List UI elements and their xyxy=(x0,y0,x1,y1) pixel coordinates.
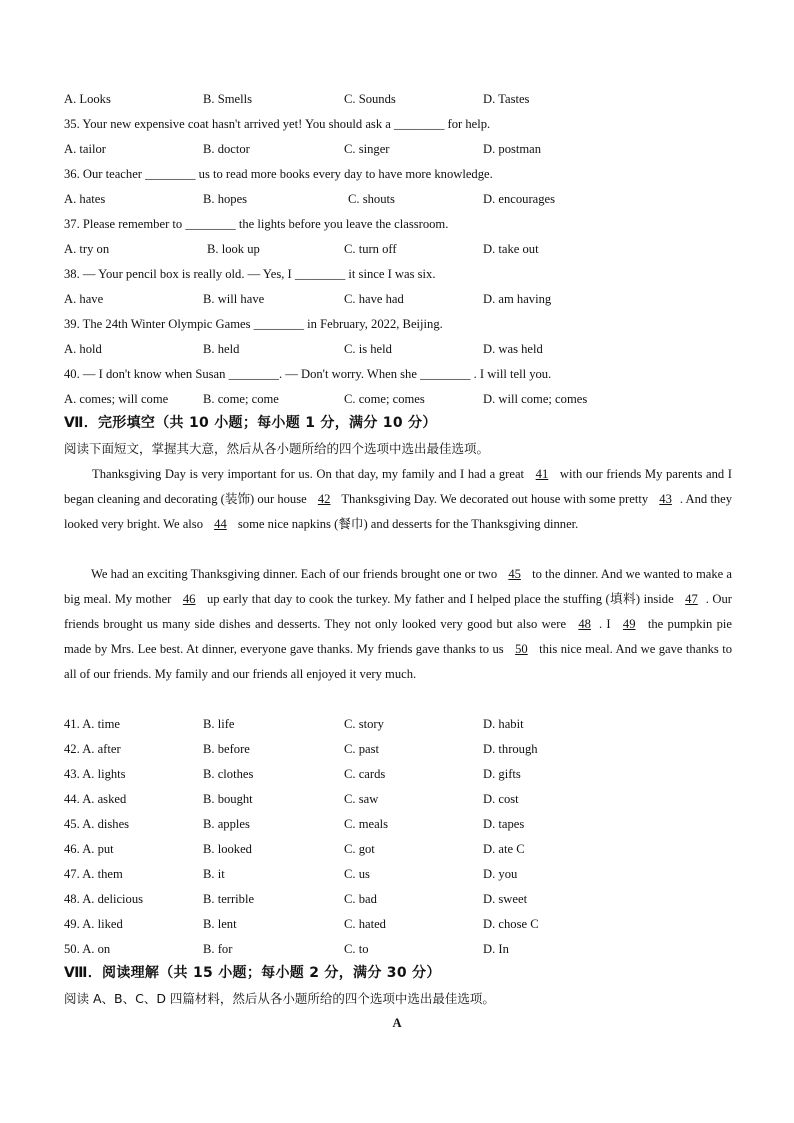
paragraph-text: . I xyxy=(598,616,615,631)
option-c: C. us xyxy=(344,867,370,881)
option-b: B. terrible xyxy=(203,892,255,906)
option-a: 41. A. time xyxy=(64,717,120,731)
option-a: A. comes; will come xyxy=(64,392,169,406)
option-c: C. hated xyxy=(344,917,386,931)
option-d: D. postman xyxy=(483,142,542,156)
option-a: 48. A. delicious xyxy=(64,892,144,906)
option-b: B. looked xyxy=(203,842,252,856)
option-a: 45. A. dishes xyxy=(64,817,130,831)
option-a: 44. A. asked xyxy=(64,792,127,806)
option-c: C. got xyxy=(344,842,375,856)
option-c: C. saw xyxy=(344,792,379,806)
cloze-options-49 xyxy=(64,916,764,932)
option-a: A. hates xyxy=(64,192,106,206)
paragraph-text: to the dinner. And we wanted to make a big meal. My mother xyxy=(64,567,732,606)
paragraph-text: . Our friends brought us many side dishes and desserts. They not only looked very good but also were xyxy=(64,591,732,631)
cloze-blank: 46 xyxy=(182,591,196,606)
cloze-options-47 xyxy=(64,866,764,882)
cloze-options-46 xyxy=(64,841,764,857)
option-b: B. Smells xyxy=(203,92,252,106)
section-title: Ⅷ．阅读理解（共 15 小题；每小题 2 分，满分 30 分） xyxy=(64,965,441,981)
option-c: C. shouts xyxy=(348,192,395,206)
cloze-paragraph-2 xyxy=(64,562,732,687)
option-d: D. cost xyxy=(483,792,519,806)
paragraph-text: some nice napkins (餐巾) and desserts for the Thanksgiving dinner. xyxy=(234,516,579,531)
option-d: D. gifts xyxy=(483,767,521,781)
option-a: A. have xyxy=(64,292,104,306)
option-b: B. look up xyxy=(207,242,260,256)
option-b: B. hopes xyxy=(203,192,248,206)
option-a: 50. A. on xyxy=(64,942,111,956)
option-b: B. for xyxy=(203,942,233,956)
option-c: C. bad xyxy=(344,892,377,906)
question-options xyxy=(64,291,764,307)
question-stem: 39. The 24th Winter Olympic Games ________ in February, 2022, Beijing. xyxy=(64,317,443,331)
option-b: B. will have xyxy=(203,292,265,306)
option-c: C. singer xyxy=(344,142,390,156)
passage-label: A xyxy=(392,1016,402,1030)
question-options xyxy=(64,191,764,207)
option-c: C. story xyxy=(344,717,384,731)
cloze-options-44 xyxy=(64,791,764,807)
option-d: D. chose C xyxy=(483,917,539,931)
option-c: C. Sounds xyxy=(344,92,396,106)
option-c: C. cards xyxy=(344,767,386,781)
option-d: D. encourages xyxy=(483,192,556,206)
question-stem: 40. — I don't know when Susan ________. — Don't worry. When she ________ . I will tell you. xyxy=(64,367,552,381)
option-d: D. was held xyxy=(483,342,543,356)
option-d: D. In xyxy=(483,942,509,956)
paragraph-text: Thanksgiving Day. We decorated out house with some pretty xyxy=(338,491,652,506)
cloze-blank: 48 xyxy=(578,616,591,631)
option-a: A. Looks xyxy=(64,92,111,106)
option-d: D. through xyxy=(483,742,538,756)
section-instruction: 阅读下面短文，掌握其大意，然后从各小题所给的四个选项中选出最佳选项。 xyxy=(64,441,490,456)
question-stem: 38. — Your pencil box is really old. — Yes, I ________ it since I was six. xyxy=(64,267,436,281)
option-a: A. hold xyxy=(64,342,102,356)
option-a: A. tailor xyxy=(64,142,106,156)
question-stem: 35. Your new expensive coat hasn't arrived yet! You should ask a ________ for help. xyxy=(64,117,491,131)
option-b: B. doctor xyxy=(203,142,250,156)
cloze-blank: 42 xyxy=(317,491,331,506)
option-b: B. it xyxy=(203,867,225,881)
option-a: A. try on xyxy=(64,242,110,256)
cloze-options-45 xyxy=(64,816,764,832)
option-a: 46. A. put xyxy=(64,842,114,856)
cloze-blank: 43 xyxy=(659,491,672,506)
option-c: C. meals xyxy=(344,817,389,831)
option-b: B. apples xyxy=(203,817,250,831)
option-d: D. sweet xyxy=(483,892,528,906)
option-c: C. is held xyxy=(344,342,392,356)
cloze-blank: 44 xyxy=(214,516,227,531)
option-d: D. tapes xyxy=(483,817,525,831)
option-d: D. will come; comes xyxy=(483,392,588,406)
section-title: Ⅶ．完形填空（共 10 小题；每小题 1 分，满分 10 分） xyxy=(64,415,437,431)
option-b: B. lent xyxy=(203,917,237,931)
paragraph-text: the pumpkin pie made by Mrs. Lee best. At dinner, everyone gave thanks. My friends gave thanks to us xyxy=(64,616,732,656)
option-c: C. to xyxy=(344,942,369,956)
cloze-options-50 xyxy=(64,941,764,957)
cloze-options-48 xyxy=(64,891,764,907)
question-stem: 37. Please remember to ________ the lights before you leave the classroom. xyxy=(64,217,449,231)
cloze-blank: 47 xyxy=(685,591,698,606)
option-c: C. have had xyxy=(344,292,404,306)
question-options xyxy=(64,391,764,407)
question-options xyxy=(64,141,764,157)
option-d: D. habit xyxy=(483,717,524,731)
cloze-paragraph-1 xyxy=(64,462,732,537)
question-options xyxy=(64,241,764,257)
option-a: 47. A. them xyxy=(64,867,123,881)
section-instruction: 阅读 A、B、C、D 四篇材料，然后从各小题所给的四个选项中选出最佳选项。 xyxy=(64,991,495,1006)
cloze-blank: 41 xyxy=(535,467,549,481)
option-b: B. come; come xyxy=(203,392,279,406)
question-stem: 36. Our teacher ________ us to read more books every day to have more knowledge. xyxy=(64,167,493,181)
option-b: B. clothes xyxy=(203,767,254,781)
option-d: D. take out xyxy=(483,242,539,256)
option-d: D. Tastes xyxy=(483,92,530,106)
option-b: B. held xyxy=(203,342,240,356)
paragraph-text: . And they looked very bright. We also xyxy=(64,491,732,531)
option-a: 43. A. lights xyxy=(64,767,126,781)
cloze-options-42 xyxy=(64,741,764,757)
option-a: 49. A. liked xyxy=(64,917,123,931)
option-a: 42. A. after xyxy=(64,742,121,756)
paragraph-text: up early that day to cook the turkey. My father and I helped place the stuffing (填料) inside xyxy=(203,591,678,606)
option-d: D. am having xyxy=(483,292,552,306)
question-options xyxy=(64,341,764,357)
cloze-blank: 45 xyxy=(508,567,521,581)
option-d: D. ate C xyxy=(483,842,525,856)
option-d: D. you xyxy=(483,867,518,881)
paragraph-text: We had an exciting Thanksgiving dinner. Each of our friends brought one or two xyxy=(91,567,501,581)
paragraph-text: Thanksgiving Day is very important for us. On that day, my family and I had a great xyxy=(92,467,528,481)
option-c: C. turn off xyxy=(344,242,397,256)
option-b: B. life xyxy=(203,717,235,731)
paragraph-text: with our friends My parents and I began cleaning and decorating (装饰) our house xyxy=(64,467,732,506)
option-c: C. come; comes xyxy=(344,392,425,406)
cloze-blank: 49 xyxy=(622,616,636,631)
option-b: B. before xyxy=(203,742,250,756)
option-b: B. bought xyxy=(203,792,253,806)
paragraph-text: this nice meal. And we gave thanks to all of our friends. My family and our friends all enjoyed it very much. xyxy=(64,641,732,681)
cloze-blank: 50 xyxy=(515,641,528,656)
cloze-options-43 xyxy=(64,766,764,782)
option-c: C. past xyxy=(344,742,379,756)
cloze-options-41 xyxy=(64,716,764,732)
q34-options xyxy=(64,91,764,107)
